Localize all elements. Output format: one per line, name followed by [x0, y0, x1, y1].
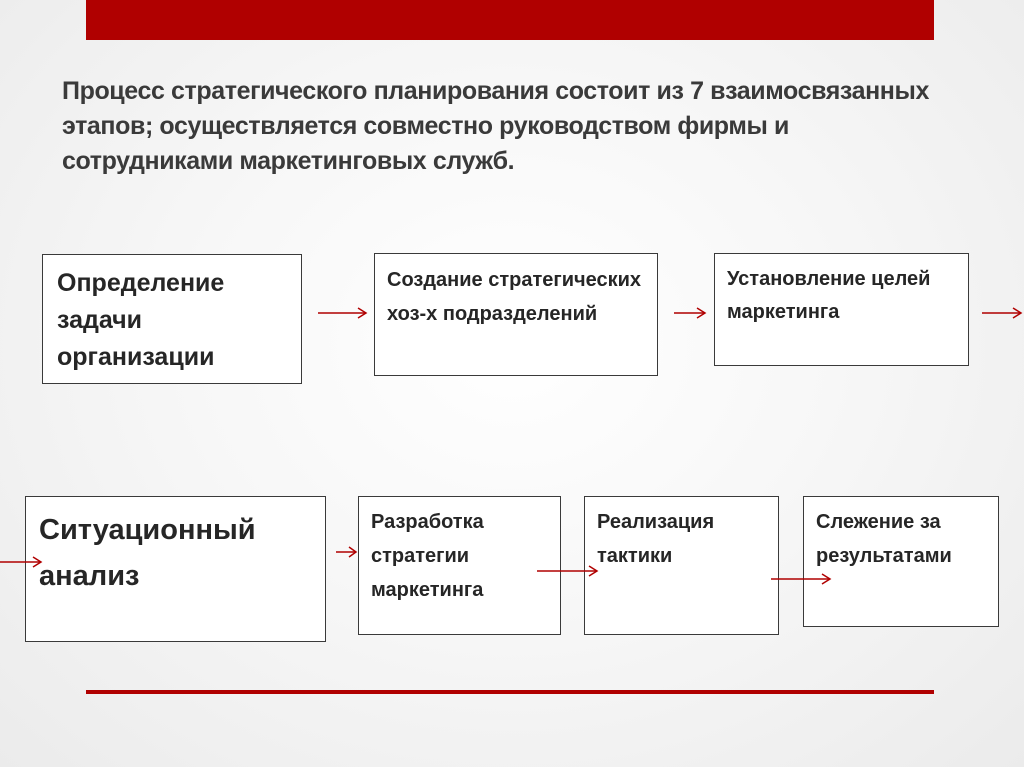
stage-box-5	[358, 496, 561, 635]
stage-box-7	[803, 496, 999, 627]
stage-label-1: Определение задачи организации	[57, 269, 225, 371]
right-arrow-icon	[982, 308, 1021, 318]
slide-title: Процесс стратегического планирования состоит из 7 взаимосвязанных этапов; осуществляется совместно руководством фирмы и сотрудниками маркетинговых служб.	[62, 77, 929, 175]
bottom-accent-line	[86, 690, 934, 694]
stage-box-6	[584, 496, 779, 635]
right-arrow-icon	[318, 308, 366, 318]
stage-label-6: Реализация тактики	[597, 511, 715, 567]
stage-label-3: Установление целей маркетинга	[727, 268, 931, 323]
right-arrow-icon	[336, 547, 356, 557]
stage-box-2	[374, 253, 658, 376]
right-arrow-icon	[674, 308, 705, 318]
stage-label-2: Создание стратегических хоз-х подразделений	[387, 269, 642, 325]
stage-box-1	[42, 254, 302, 384]
stage-label-7: Слежение за результатами	[816, 511, 952, 567]
top-accent-bar	[86, 0, 934, 40]
stage-label-5: Разработка стратегии маркетинга	[371, 511, 484, 601]
stage-box-4	[25, 496, 326, 642]
stage-box-3	[714, 253, 969, 366]
stage-label-4: Ситуационный анализ	[39, 514, 256, 592]
